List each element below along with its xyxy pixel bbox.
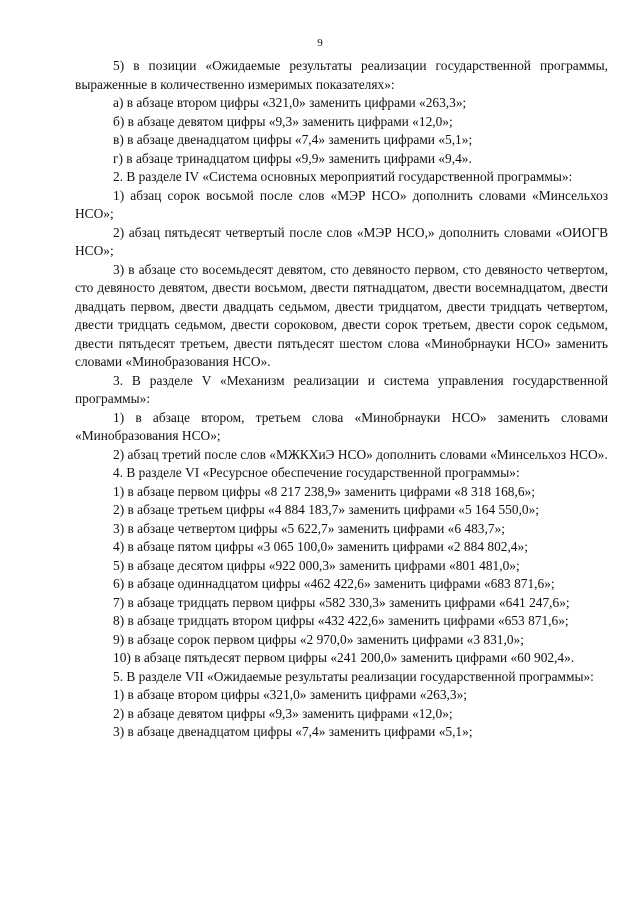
paragraph: 2) в абзаце девятом цифры «9,3» заменить цифрами «12,0»;: [113, 705, 453, 721]
paragraph: 5) в позиции «Ожидаемые результаты реализации государственной программы, выраженные в количественно измеримых показателях»:: [75, 58, 608, 92]
paragraph: 2) абзац пятьдесят четвертый после слов «МЭР НСО,» дополнить словами «ОИОГВ НСО»;: [75, 224, 608, 258]
paragraph: 9) в абзаце сорок первом цифры «2 970,0» заменить цифрами «3 831,0»;: [113, 631, 524, 647]
paragraph: 1) абзац сорок восьмой после слов «МЭР НСО» дополнить словами «Минсельхоз НСО»;: [75, 187, 608, 221]
document-body: [75, 57, 608, 742]
paragraph: 5. В разделе VII «Ожидаемые результаты реализации государственной программы»:: [113, 668, 594, 684]
paragraph: б) в абзаце девятом цифры «9,3» заменить цифрами «12,0»;: [113, 113, 453, 129]
paragraph: 6) в абзаце одиннадцатом цифры «462 422,6» заменить цифрами «683 871,6»;: [113, 576, 555, 591]
paragraph: 8) в абзаце тридцать втором цифры «432 422,6» заменить цифрами «653 871,6»;: [113, 613, 569, 628]
paragraph: 2. В разделе IV «Система основных мероприятий государственной программы»:: [113, 169, 573, 184]
paragraph: 1) в абзаце первом цифры «8 217 238,9» заменить цифрами «8 318 168,6»;: [113, 483, 535, 499]
paragraph: 5) в абзаце десятом цифры «922 000,3» заменить цифрами «801 481,0»;: [113, 557, 520, 573]
paragraph: в) в абзаце двенадцатом цифры «7,4» заменить цифрами «5,1»;: [113, 132, 473, 147]
paragraph: 1) в абзаце втором цифры «321,0» заменить цифрами «263,3»;: [113, 687, 468, 702]
paragraph: 10) в абзаце пятьдесят первом цифры «241 200,0» заменить цифрами «60 902,4».: [113, 650, 575, 665]
paragraph: 4. В разделе VI «Ресурсное обеспечение государственной программы»:: [113, 465, 520, 480]
paragraph: 3) в абзаце двенадцатом цифры «7,4» заменить цифрами «5,1»;: [113, 724, 473, 739]
page-number: 9: [317, 37, 323, 49]
paragraph: а) в абзаце втором цифры «321,0» заменить цифрами «263,3»;: [113, 95, 467, 110]
paragraph: 3. В разделе V «Механизм реализации и система управления государственной программы»:: [75, 372, 608, 406]
paragraph: 2) абзац третий после слов «МЖКХиЭ НСО» дополнить словами «Минсельхоз НСО».: [113, 446, 608, 462]
paragraph: 1) в абзаце втором, третьем слова «Минобрнауки НСО» заменить словами «Минобразования НСО»;: [75, 409, 608, 443]
paragraph: 4) в абзаце пятом цифры «3 065 100,0» заменить цифрами «2 884 802,4»;: [113, 539, 528, 554]
paragraph: г) в абзаце тринадцатом цифры «9,9» заменить цифрами «9,4».: [113, 150, 472, 166]
paragraph: 3) в абзаце сто восемьдесят девятом, сто девяносто первом, сто девяносто четвертом, сто девяносто девятом, двести восьмом, двести пятнадцатом, двести восемнадцатом, двести двадцать первом, двести двадцать седьмом, двести тридцатом, двести тридцать четвертом, двести тридцать седьмом, двести сороковом, двести сорок третьем, двести сорок седьмом, двести пятьдесят третьем, двести пятьдесят шестом слова «Минобрнауки НСО» заменить словами «Минобразования НСО».: [75, 261, 608, 369]
paragraph: 3) в абзаце четвертом цифры «5 622,7» заменить цифрами «6 483,7»;: [113, 520, 505, 536]
paragraph: 7) в абзаце тридцать первом цифры «582 330,3» заменить цифрами «641 247,6»;: [113, 594, 570, 610]
paragraph: 2) в абзаце третьем цифры «4 884 183,7» заменить цифрами «5 164 550,0»;: [113, 502, 540, 517]
